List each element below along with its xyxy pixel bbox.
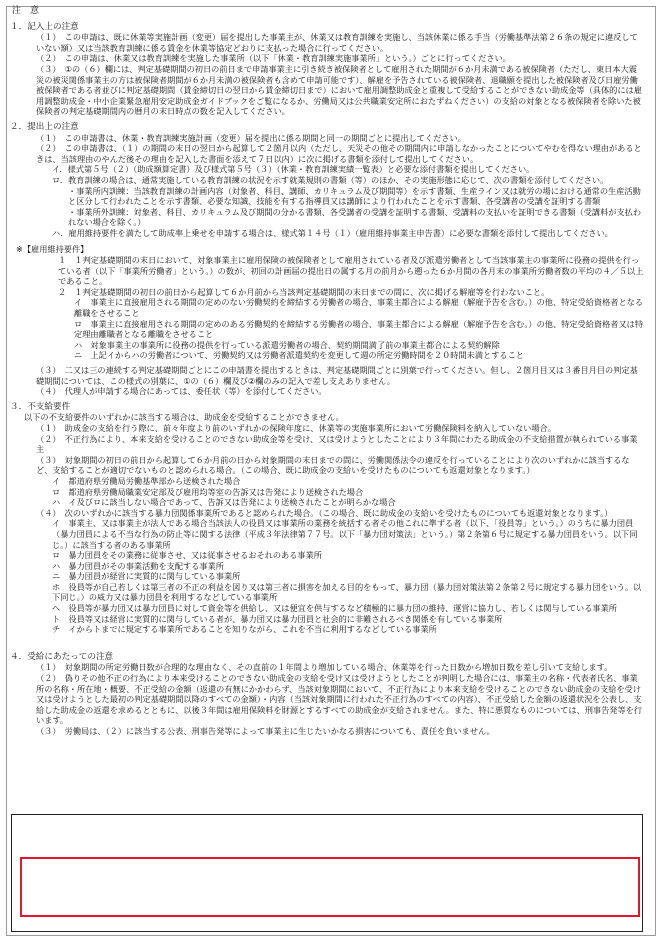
section-3 xyxy=(10,402,644,635)
list-item: ニ 上記イからハの労働者について、労働契約又は労働者派遣契約を変更して週の所定労働時間を２０時間未満とすること xyxy=(74,350,524,361)
list-item: ２ １判定基礎期間の初日の前日から起算して６か月前から当該判定基礎期間の末日までの間に、次に掲げる解雇等を行わないこと。 xyxy=(58,286,550,297)
list-item: ロ 都道府県労働局職業安定部及び雇用均等室の告訴又は告発により送検された場合 xyxy=(52,486,364,497)
paragraph: （１） 対象期間の所定労働日数が合理的な理由なく、その直前の１年間より増加している場合、休業等を行った日数から増加日数を差し引いて支給します。 xyxy=(36,662,613,673)
section-4 xyxy=(10,652,644,737)
paragraph: （２） この申請は、休業又は教育訓練を実施した事業所（以下「休業・教育訓練実施事業所」という。）ごとに行ってください。 xyxy=(36,53,511,64)
section-2 xyxy=(10,122,644,239)
notes-document xyxy=(10,6,644,737)
list-item: イ 事業主、又は事業主が法人である場合当該法人の役員又は事業所の業務を統括する者その他これに準ずる者（以下、「役員等」という。）のうちに暴力団員（暴力団員による不当な行為の防止等に関する法律（平成３年法律第７７号。以下「暴力団対策法」という。）第２条第６号に規定する暴力団員をいう。以下同じ。）に該当する者のある事業所 xyxy=(52,518,638,550)
paragraph: （３） 二又は三の連続する判定基礎期間ごとにこの申請書を提出するときは、判定基礎期間ごとに別葉で行ってください。但し、２箇月目又は３番目月目の判定基礎期間については、この様式の別葉に、①の（６）欄及び②欄のみの記入で差し支えありません。 xyxy=(36,365,638,386)
list-item: ハ イ及びロに該当しない場合であって、告訴又は告発により送検されたことが明らかな場合 xyxy=(52,497,396,508)
paragraph: （３） 対象期間の初日の前日から起算して６か月前の日から対象期間の末日までの間に、労働関係法令の違反を行っていることにより次のいずれかに該当するなど、支給することが適切でないものと認められる場合。（この場合、既に助成金の支給いを受けたものについても返還対象となります。） xyxy=(36,454,630,476)
list-item: ハ 対象事業主の事業所に役務の提供を行っている派遣労働者の場合、契約期間満了前の事業主都合による契約解除 xyxy=(74,339,500,350)
list-item: チ イからトまでに規定する事業所であることを知りながら、これを不当に利用するなどしている事業所 xyxy=(52,624,437,635)
requirements-heading: ※【雇用維持要件】 xyxy=(16,244,89,255)
list-item: ヘ 役員等が暴力団又は暴力団員に対して資金等を供給し、又は便宜を供与するなど積極的に暴力団の維持、運営に協力し、若しくは関与している事業所 xyxy=(52,603,617,614)
list-item: ハ．雇用維持要件を満たして助成率上乗せを申請する場合は、様式第１４号（１）（雇用維持事業主申告書）に必要な書類を添付して提出してください。 xyxy=(52,227,613,238)
paragraph: 以下の不支給要件のいずれかに該当する場合は、助成金を受給することができません。 xyxy=(24,412,344,423)
paragraph: （１） この申請書は、休業・教育訓練実施計画（変更）届を提出に係る期間と同一の期間ごとに提出してください。 xyxy=(36,132,466,143)
section-heading: ４．受給にあたっての注意 xyxy=(10,651,114,662)
list-item: ト 役員等又は経営に実質的に関与している者が、暴力団又は暴力団員と社会的に非難されるべき関係を有している事業所 xyxy=(52,613,503,624)
paragraph: （１） 助成金の支給を行う際に、前々年度より前のいずれかの保険年度に、休業等の実施事業所において労働保険料を納入していない場合。 xyxy=(36,422,556,433)
paragraph: （３） ①の（６）欄には、判定基礎期間の初日の前日まで申請事業主に引き続き被保険者として雇用された期間が６か月未満である被保険者（ただし、東日本大震災の被災関係事業主の方は被保険者期間が６か月未満の被保険者も含めて申請可能です）、解雇を予告されている被保険者、退職願を提出した被保険者及び日雇労働被保険者である者並びに判定基礎期間（賃金締切日の翌日から賃金締切日まで）において雇用調整助成金と重複して受給することができない助成金等（具体的には雇用調整助成金・中小企業緊急雇用安定助成金ガイドブックをご覧になるか、労働局又は公共職業安定所におたずねください）の支給の対象となる被保険者を除いた被保険者の判定基礎期間内の暦月の末日時点の数を記入してください。 xyxy=(36,63,642,117)
list-item: ロ 事業主に直接雇用される期間の定めのある労働契約を締結する労働者の場合、事業主都合による解雇（解雇予告を含む。）の他、特定受給資格者又は特定理由離職者となる離職をさせること xyxy=(74,318,644,340)
paragraph: （２） この申請書は、（１）の期間の末日の翌日から起算して２箇月以内（ただし、天災その他その期間内に申請しなかったことについてやむを得ない理由があるときは、当該理由のやんだ後その理由を記入した書面を添えて７日以内）に次に掲げる書類を添付して提出してください。 xyxy=(36,143,642,164)
list-item: ロ 暴力団員をその業務に従事させ、又は従事させるおそれのある事業所 xyxy=(52,550,322,561)
paragraph: （２） 不正行為により、本来支給を受けることのできない助成金等を受け、又は受けようとしたことにより３年間にわたる助成金の不支給措置が執られている事業主 xyxy=(36,433,638,455)
section-heading: ２．提出上の注意 xyxy=(10,121,79,132)
section-1 xyxy=(10,22,644,117)
employment-maintenance-requirements xyxy=(10,244,644,361)
section-heading: １．記入上の注意 xyxy=(10,21,79,32)
notes-title: 注 意 xyxy=(12,6,40,16)
paragraph: （４） 次のいずれかに該当する暴力団関係事業所であると認められた場合。（この場合、既に助成金の支給いを受けたものについても返還対象となります。） xyxy=(36,507,613,518)
list-item: ・事業所外訓練：対象者、科目、カリキュラム及び期間の分かる書類、各受講者の受講を証明する書類、受講料の支払いを証明できる書類（受講料が支払われない場合を除く。） xyxy=(68,206,642,228)
list-item: イ 事業主に直接雇用される期間の定めのない労働契約を締結する労働者の場合、事業主都合による解雇（解雇予告を含む。）の他、特定受給資格者となる離職をさせること xyxy=(74,297,644,319)
list-item: ニ 暴力団員が経営に実質的に関与している事業所 xyxy=(52,571,241,582)
paragraph: （１） この申請は、既に休業等実施計画（変更）届を提出した事業主が、休業又は教育訓練を実施し、当該休業に係る手当（労働基準法第２６条の規定に違反していない額）又は当該教育訓練に係る賃金を休業等協定どおりに支払った場合に行ってください。 xyxy=(36,32,638,53)
list-item: イ．様式第５号（２）（助成額算定書）及び様式第５号（３）（休業・教育訓練実績一覧表）と必要な添付書類を提出してください。 xyxy=(52,164,535,175)
paragraph: （４） 代理人が申請する場合にあっては、委任状（等）を添付してください。 xyxy=(36,386,327,397)
list-item: ロ．教育訓練の場合は、通常実施している教育訓練の状況を示す就業規則の書類（等）のほか、その実施形態に応じて、次の書類を添付してください。 xyxy=(52,174,609,185)
list-item: ハ 暴力団員がその事業活動を支配する事業所 xyxy=(52,560,224,571)
list-item: イ 都道府県労働局労働基準部から送検された場合 xyxy=(52,475,241,486)
highlighted-paragraph: （２） 偽りその他不正の行為により本来受けることのできない助成金の支給を受け又は受けようとしたことが判明した場合には、事業主の名称・代表者氏名、事業所の名称・所在地・概要、不正受給の金額（返還の有無にかかわらず、当該対象期間において、不正行為により本来支給を受けることのできない助成金の支給を受け又は受けようとした最初の判定基礎期間以降のすべての金額）・内容（当該対象期間に行われた不正行為のすべての内容）、不正受給した金額の返還状況を公表し、支給した助成金の返還を求めるとともに、以後３年間は雇用保険料を財源とするすべての助成金が支給されません。また、特に悪質なものについては、刑事告発等を行います。 xyxy=(36,673,643,726)
list-item: ホ 役員等が自己若しくは第三者の不正の利益を図り又は第三者に損害を加える目的をもって、暴力団（暴力団対策法第２条第２号に規定する暴力団をいう。以下同じ。）の威力又は暴力団員を利用するなどしている事業所 xyxy=(52,581,642,603)
section-heading: ３．不支給要件 xyxy=(10,401,71,412)
highlight-frame xyxy=(20,857,640,917)
paragraph: （３） 労働局は、（２）に該当する公表、刑事告発等によって事業主に生じたいかなる損害についても、責任を負いません。 xyxy=(36,726,495,736)
list-item: １ １判定基礎期間の末日において、対象事業主に雇用保険の被保険者として雇用されている者及び派遣労働者として当該事業主の事業所に役務の提供を行っている者（以下「事業所労働者」という。）の数が、初回の計画届の提出日の属する月の前月から遡った６か月間の各月末の事業所労働者数の平均の４／５以上であること。 xyxy=(58,255,644,287)
list-item: ・事業所内訓練：当該教育訓練の計画内容（対象者、科目、講師、カリキュラム及び期間等）を示す書類、生産ライン又は就労の場における通常の生産活動と区分して行われたことを示す書類、必要な知識、技能を有する指導員又は講師により行われたことを示す書類、各受講者の受講を証明する書類 xyxy=(68,185,641,207)
